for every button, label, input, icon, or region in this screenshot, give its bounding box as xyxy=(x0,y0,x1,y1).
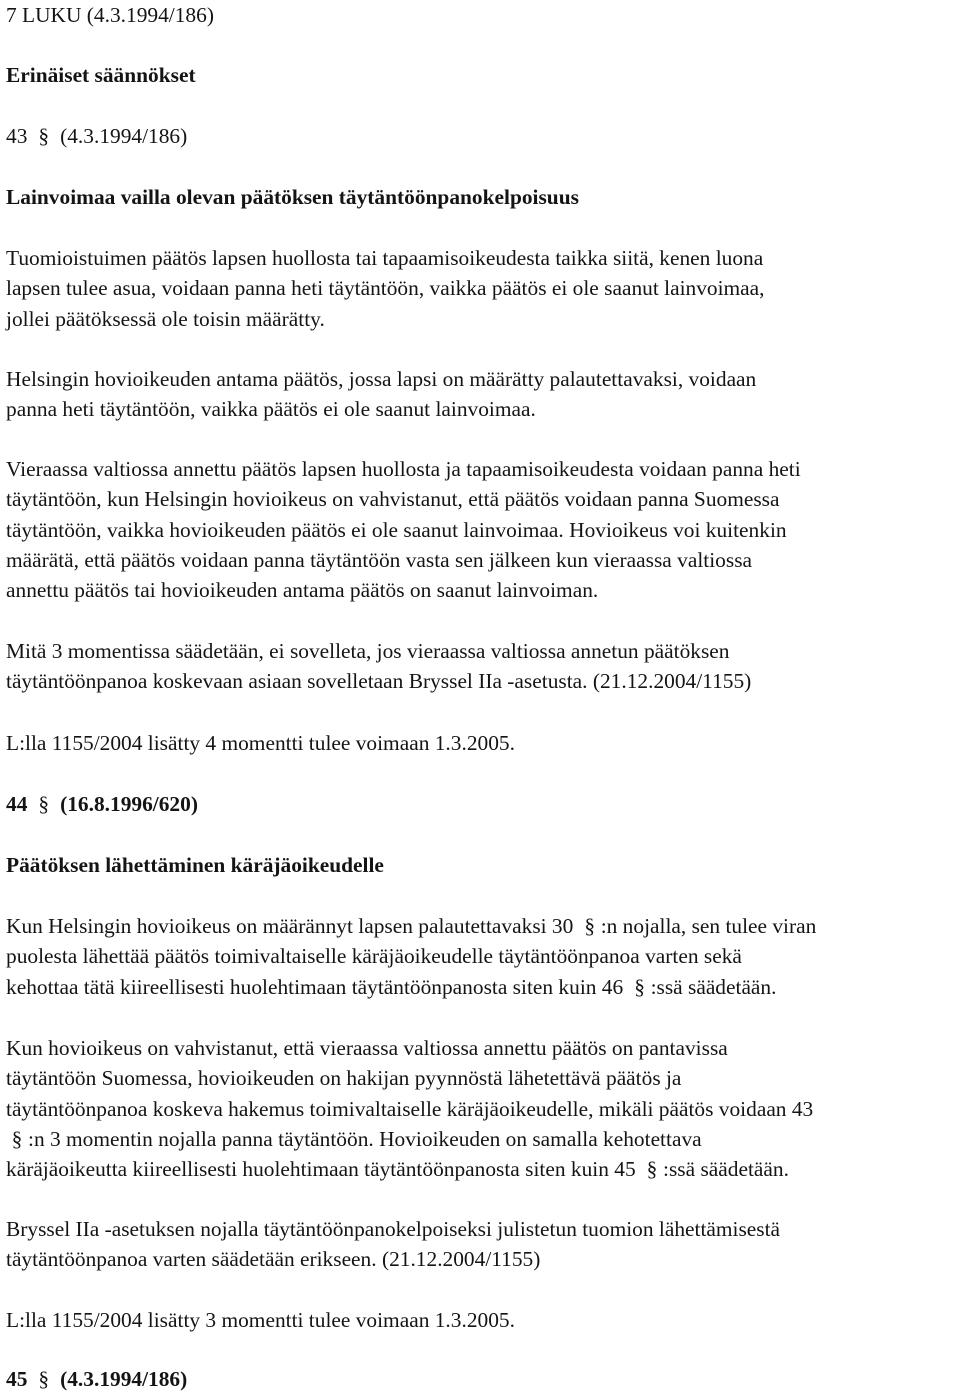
paragraph-text: :ssä säädetään. xyxy=(663,1157,789,1182)
paragraph-line: täytäntöön, kun Helsingin hovioikeus on vahvistanut, että päätös voidaan panna Suomessa xyxy=(6,487,780,512)
section-sign: § xyxy=(38,792,50,816)
paragraph-line: puolesta lähettää päätös toimivaltaiselle käräjäoikeudelle täytäntöönpanoa varten sekä xyxy=(6,944,742,969)
section-sign: § xyxy=(11,1126,23,1151)
paragraph-text: :ssä säädetään. xyxy=(650,974,777,999)
paragraph-line: lapsen tulee asua, voidaan panna heti täytäntöön, vaikka päätös ei ole saanut lainvoimaa, xyxy=(6,276,765,301)
paragraph-line: täytäntöönpanoa koskeva hakemus toimivaltaiselle käräjäoikeudelle, mikäli päätös voidaan 43 xyxy=(6,1096,814,1121)
paragraph-line: täytäntöön Suomessa, hovioikeuden on hakijan pyynnöstä lähetettävä päätös ja xyxy=(6,1066,682,1091)
section-43-paragraph-1 xyxy=(6,243,960,334)
paragraph-text: kehottaa tätä kiireellisesti huolehtimaan täytäntöönpanosta siten kuin 46 xyxy=(6,974,624,999)
section-44-note: L:lla 1155/2004 lisätty 3 momentti tulee voimaan 1.3.2005. xyxy=(6,1308,515,1332)
section-43-paragraph-3 xyxy=(6,454,960,605)
section-44-paragraph-1 xyxy=(6,911,960,1002)
chapter-heading xyxy=(6,0,214,30)
section-44-paragraph-2 xyxy=(6,1033,960,1184)
paragraph-line xyxy=(6,972,960,1002)
paragraph-line: Bryssel IIa -asetuksen nojalla täytäntöönpanokelpoiseksi julistetun tuomion lähettämisestä xyxy=(6,1217,781,1241)
section-sign: § xyxy=(584,914,596,938)
paragraph-text: :n nojalla, sen tulee viran xyxy=(600,914,817,938)
paragraph-line: jollei päätöksessä ole toisin määrätty. xyxy=(6,306,325,331)
section-43-title: Lainvoimaa vailla olevan päätöksen täytäntöönpanokelpoisuus xyxy=(6,185,579,209)
section-43-paragraph-2 xyxy=(6,364,960,425)
section-43-note: L:lla 1155/2004 lisätty 4 momentti tulee voimaan 1.3.2005. xyxy=(6,731,515,755)
section-sign: § xyxy=(38,124,50,148)
section-sign: § xyxy=(38,1367,50,1391)
section-sign: § xyxy=(646,1157,658,1182)
paragraph-line: määrätä, että päätös voidaan panna täytäntöön vasta sen jälkeen kun vieraassa valtiossa xyxy=(6,547,753,572)
chapter-heading-text: 7 LUKU (4.3.1994/186) xyxy=(6,3,214,27)
paragraph-line: täytäntöönpanoa varten säädetään erikseen. (21.12.2004/1155) xyxy=(6,1247,541,1272)
chapter-title: Erinäiset säännökset xyxy=(6,63,196,87)
paragraph-line xyxy=(6,911,960,941)
paragraph-text: Kun Helsingin hovioikeus on määrännyt lapsen palautettavaksi 30 xyxy=(6,914,574,938)
section-44-number: 44 xyxy=(6,792,28,816)
section-45-amendment: (4.3.1994/186) xyxy=(60,1367,188,1391)
paragraph-text: käräjäoikeutta kiireellisesti huolehtimaan täytäntöönpanosta siten kuin 45 xyxy=(6,1157,636,1182)
section-44-amendment: (16.8.1996/620) xyxy=(60,792,198,816)
section-43-amendment: (4.3.1994/186) xyxy=(60,124,188,148)
paragraph-line: Mitä 3 momentissa säädetään, ei sovelleta, jos vieraassa valtiossa annetun päätöksen xyxy=(6,639,730,663)
paragraph-line: Vieraassa valtiossa annettu päätös lapsen huollosta ja tapaamisoikeudesta voidaan panna heti xyxy=(6,457,801,481)
paragraph-line: panna heti täytäntöön, vaikka päätös ei ole saanut lainvoimaa. xyxy=(6,397,536,422)
paragraph-line xyxy=(6,1154,960,1184)
paragraph-line: Kun hovioikeus on vahvistanut, että vieraassa valtiossa annettu päätös on pantavissa xyxy=(6,1036,728,1060)
section-45-heading xyxy=(6,1364,187,1394)
paragraph-line: täytäntöön, vaikka hovioikeuden päätös ei ole saanut lainvoimaa. Hovioikeus voi kuitenkin xyxy=(6,517,787,542)
paragraph-line: Tuomioistuimen päätös lapsen huollosta tai tapaamisoikeudesta taikka siitä, kenen luona xyxy=(6,246,764,270)
section-45-number: 45 xyxy=(6,1367,28,1391)
section-44-title: Päätöksen lähettäminen käräjäoikeudelle xyxy=(6,853,384,877)
section-sign: § xyxy=(634,974,645,999)
section-43-heading xyxy=(6,121,187,151)
section-43-paragraph-4 xyxy=(6,636,960,697)
paragraph-text: :n 3 momentin nojalla panna täytäntöön. Hovioikeuden on samalla kehotettava xyxy=(28,1126,702,1151)
paragraph-line: Helsingin hovioikeuden antama päätös, jossa lapsi on määrätty palautettavaksi, voidaan xyxy=(6,367,757,391)
section-43-number: 43 xyxy=(6,124,28,148)
paragraph-line xyxy=(6,1124,960,1154)
section-44-paragraph-3 xyxy=(6,1214,960,1275)
paragraph-line: annettu päätös tai hovioikeuden antama päätös on saanut lainvoiman. xyxy=(6,578,599,603)
section-44-heading xyxy=(6,789,198,819)
paragraph-line: täytäntöönpanoa koskevaan asiaan sovelletaan Bryssel IIa -asetusta. (21.12.2004/1155) xyxy=(6,669,752,694)
